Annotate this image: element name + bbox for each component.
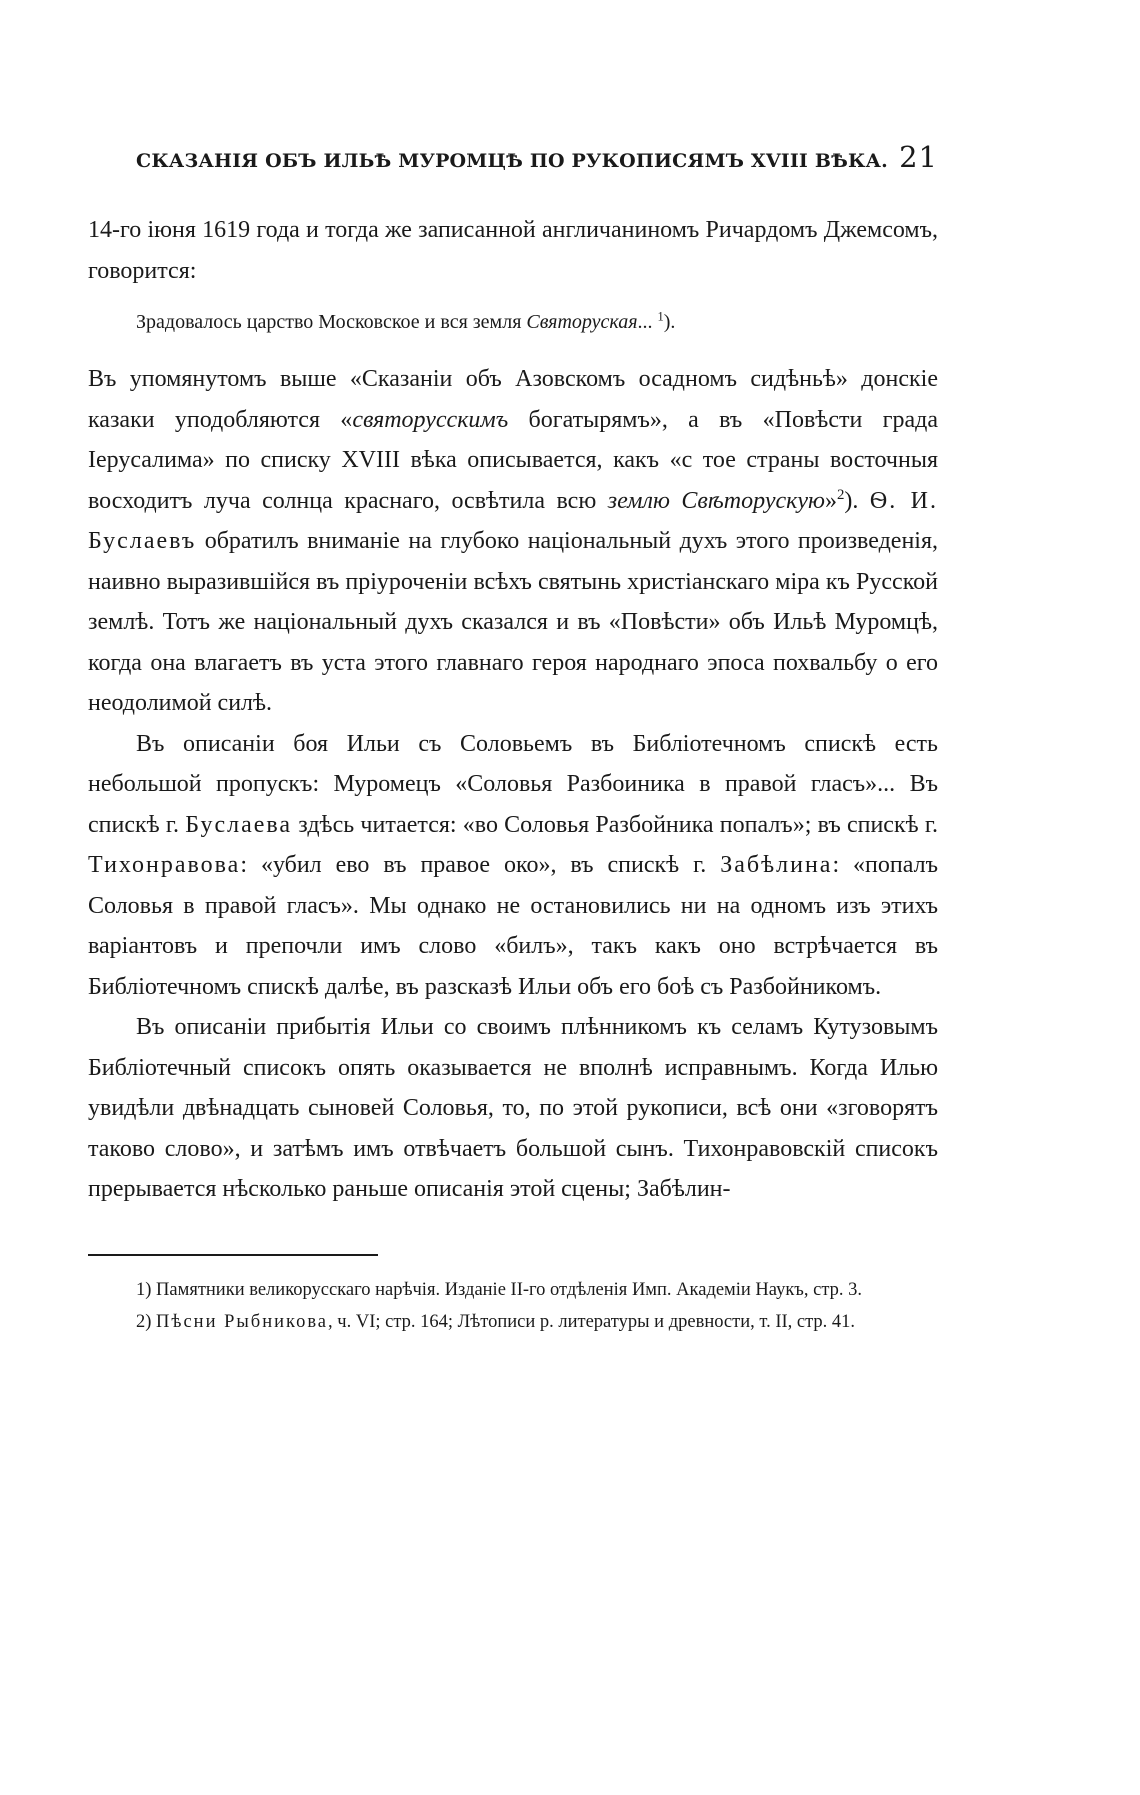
quote-close: ). bbox=[663, 311, 676, 333]
para3-text: Въ описаніи прибытія Ильи со своимъ плѣнникомъ къ селамъ Кутузовымъ Библіотечный списокъ опять оказывается не вполнѣ исправнымъ. Когда Илью увидѣли двѣнадцать сыновей Соловья, то, по этой рукописи, всѣ они «зговорятъ таково слово», и затѣмъ имъ отвѣчаетъ большой сынъ. Тихонравовскій списокъ прерывается нѣсколько раньше описанія этой сцены; Забѣлин- bbox=[88, 1014, 938, 1202]
para1-text-4: ). bbox=[844, 487, 870, 514]
footnote-2-number: 2) bbox=[136, 1311, 157, 1332]
intro-text: 14-го іюня 1619 года и тогда же записанной англичаниномъ Ричардомъ Джемсомъ, говорится: bbox=[88, 217, 938, 284]
footnote-1-text: 1) Памятники великорусскаго нарѣчія. Изданіе II-го отдѣленія Имп. Академіи Наукъ, стр. 3. bbox=[136, 1279, 863, 1300]
footnote-rule bbox=[88, 1254, 378, 1256]
para1-italic-2: землю Свѣторускую bbox=[607, 487, 825, 514]
footnote-2-text: , ч. VI; стр. 164; Лѣтописи р. литературы и древности, т. II, стр. 41. bbox=[328, 1311, 856, 1332]
footnote-ref-2: 2 bbox=[836, 486, 845, 503]
para1-text-5: обратилъ вниманіе на глубоко національный духъ этого произведенія, наивно выразившійся въ пріуроченіи всѣхъ святынь христіанскаго міра къ Русской землѣ. Тотъ же національный духъ сказался и въ «Повѣсти» объ Ильѣ Муромцѣ, когда она влагаетъ въ уста этого главнаго героя народнаго эпоса похвальбу о его неодолимой силѣ. bbox=[88, 528, 938, 716]
book-page bbox=[88, 140, 938, 1338]
footnote-2-name: Пѣсни Рыбникова bbox=[156, 1311, 329, 1332]
quote-text: Зрадовалось царство Московское и вся земля bbox=[136, 311, 527, 333]
para2-text-2: здѣсь читается: «во Соловья Разбойника попалъ»; въ спискѣ г. bbox=[292, 811, 939, 838]
footnotes bbox=[88, 1274, 938, 1338]
page-number: 21 bbox=[899, 140, 938, 174]
paragraph-1 bbox=[88, 359, 938, 724]
para2-name-2: Тихонравова bbox=[88, 852, 241, 878]
para2-text-4: : «попалъ Соловья в правой гласъ». Мы однако не остановились ни на одномъ изъ этихъ варіантовъ и препочли имъ слово «билъ», такъ какъ оно встрѣчается въ Библіотечномъ спискѣ далѣе, въ разсказѣ Ильи объ его боѣ съ Разбойникомъ. bbox=[88, 852, 938, 1000]
paragraph-2 bbox=[88, 724, 938, 1008]
para2-text-1: Въ описаніи боя Ильи съ Соловьемъ въ Библіотечномъ спискѣ есть небольшой пропускъ: Муромецъ «Соловья Разбоиника в правой гласъ»... Въ спискѣ г. bbox=[88, 730, 938, 838]
intro-paragraph bbox=[88, 210, 938, 291]
para1-name: Ѳ. И. Буслаевъ bbox=[88, 487, 939, 554]
para1-text-3: » bbox=[824, 487, 837, 514]
para2-text-3: : «убил ево въ правое око», въ спискѣ г. bbox=[240, 852, 721, 878]
running-title: СКАЗАНІЯ ОБЪ ИЛЬѢ МУРОМЦѢ ПО РУКОПИСЯМЪ XVIII ВѢКА. bbox=[136, 150, 888, 172]
footnote-2 bbox=[88, 1306, 938, 1338]
running-head bbox=[88, 140, 938, 190]
quotation bbox=[88, 305, 938, 339]
footnote-1 bbox=[88, 1274, 938, 1306]
quote-italic: Святоруская bbox=[526, 311, 638, 333]
para1-italic-1: святорусскимъ bbox=[352, 406, 509, 433]
footnote-ref-1: 1 bbox=[657, 309, 664, 324]
para2-name-1: Буслаева bbox=[185, 811, 293, 838]
body-text bbox=[88, 210, 938, 1210]
para2-name-3: Забѣлина bbox=[720, 852, 833, 878]
para1-text-2: богатырямъ», а въ «Повѣсти града Іерусалима» по списку XVIII вѣка описывается, какъ «с тое страны восточныя восходитъ луча солнца краснаго, освѣтила всю bbox=[88, 406, 938, 514]
para1-text-1: Въ упомянутомъ выше «Сказаніи объ Азовскомъ осадномъ сидѣньѣ» донскіе казаки уподобляются « bbox=[88, 366, 938, 433]
quote-ellipsis: ... bbox=[637, 311, 653, 333]
paragraph-3 bbox=[88, 1007, 938, 1210]
